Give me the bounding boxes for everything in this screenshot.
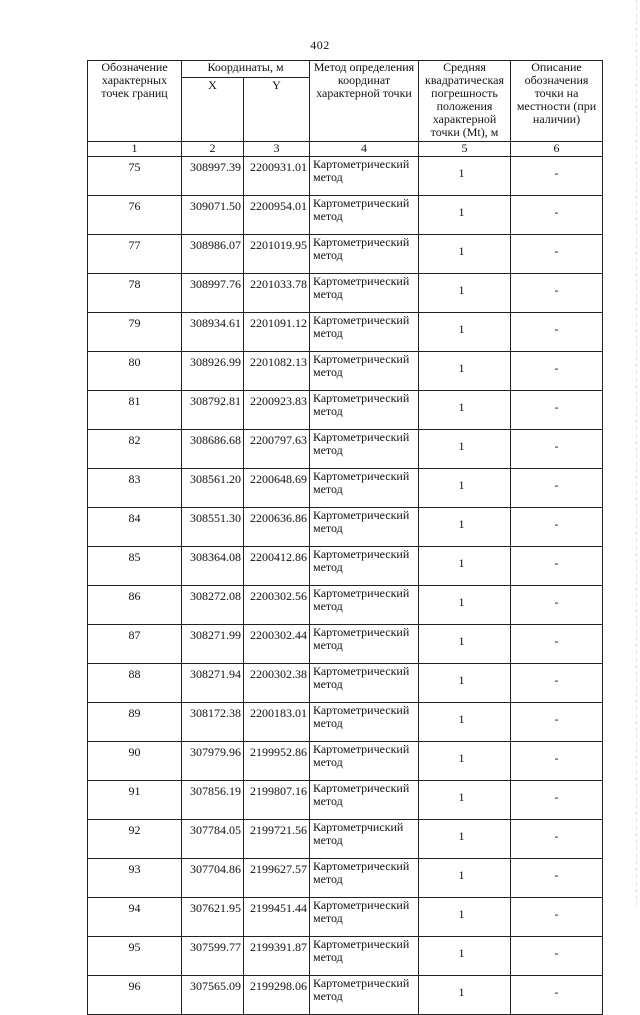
method-cell: Картометрический метод <box>310 898 419 937</box>
column-number: 4 <box>310 142 419 157</box>
header-coordinates: Координаты, м <box>182 61 310 78</box>
description-cell: - <box>511 157 603 196</box>
description-cell: - <box>511 820 603 859</box>
coordinate-x: 307599.77 <box>182 937 244 976</box>
point-id: 87 <box>88 625 182 664</box>
method-cell: Картометрчиский метод <box>310 820 419 859</box>
method-cell: Картометрический метод <box>310 859 419 898</box>
method-cell: Картометрический метод <box>310 625 419 664</box>
point-id: 77 <box>88 235 182 274</box>
accuracy-cell: 1 <box>419 742 511 781</box>
method-cell: Картометрический метод <box>310 274 419 313</box>
description-cell: - <box>511 625 603 664</box>
accuracy-cell: 1 <box>419 313 511 352</box>
coordinate-x: 308986.07 <box>182 235 244 274</box>
description-cell: - <box>511 742 603 781</box>
point-id: 78 <box>88 274 182 313</box>
accuracy-cell: 1 <box>419 820 511 859</box>
coordinate-x: 307621.95 <box>182 898 244 937</box>
point-id: 79 <box>88 313 182 352</box>
point-id: 95 <box>88 937 182 976</box>
accuracy-cell: 1 <box>419 703 511 742</box>
coordinate-y: 2199721.56 <box>244 820 310 859</box>
header-description: Описание обозначения точки на местности (при наличии) <box>511 61 603 142</box>
table-row <box>88 547 603 586</box>
table-row <box>88 430 603 469</box>
description-cell: - <box>511 898 603 937</box>
coordinate-y: 2200302.38 <box>244 664 310 703</box>
description-cell: - <box>511 976 603 1015</box>
table-row <box>88 898 603 937</box>
scan-edge <box>636 0 637 905</box>
point-id: 93 <box>88 859 182 898</box>
coordinate-y: 2199627.57 <box>244 859 310 898</box>
coordinates-table <box>87 60 603 1015</box>
accuracy-cell: 1 <box>419 898 511 937</box>
method-cell: Картометрический метод <box>310 430 419 469</box>
table-row <box>88 703 603 742</box>
table-row <box>88 313 603 352</box>
method-cell: Картометрический метод <box>310 547 419 586</box>
method-cell: Картометрический метод <box>310 196 419 235</box>
coordinate-x: 308792.81 <box>182 391 244 430</box>
point-id: 88 <box>88 664 182 703</box>
coordinate-y: 2199391.87 <box>244 937 310 976</box>
header-accuracy: Средняя квадратическая погрешность положения характерной точки (Mt), м <box>419 61 511 142</box>
header-method: Метод определения координат характерной точки <box>310 61 419 142</box>
coordinate-x: 308172.38 <box>182 703 244 742</box>
table-row <box>88 742 603 781</box>
coordinate-x: 308934.61 <box>182 313 244 352</box>
table-row <box>88 820 603 859</box>
accuracy-cell: 1 <box>419 391 511 430</box>
coordinate-x: 308997.76 <box>182 274 244 313</box>
accuracy-cell: 1 <box>419 547 511 586</box>
column-number: 3 <box>244 142 310 157</box>
accuracy-cell: 1 <box>419 625 511 664</box>
method-cell: Картометрический метод <box>310 235 419 274</box>
table-row <box>88 391 603 430</box>
coordinate-y: 2200302.44 <box>244 625 310 664</box>
coordinate-x: 308271.99 <box>182 625 244 664</box>
coordinate-y: 2200412.86 <box>244 547 310 586</box>
accuracy-cell: 1 <box>419 859 511 898</box>
coordinate-y: 2200183.01 <box>244 703 310 742</box>
coordinate-y: 2200923.83 <box>244 391 310 430</box>
column-number: 2 <box>182 142 244 157</box>
coordinate-x: 308561.20 <box>182 469 244 508</box>
point-id: 80 <box>88 352 182 391</box>
table-row <box>88 274 603 313</box>
method-cell: Картометрический метод <box>310 313 419 352</box>
method-cell: Картометрический метод <box>310 508 419 547</box>
coordinate-x: 308997.39 <box>182 157 244 196</box>
coordinate-x: 308551.30 <box>182 508 244 547</box>
accuracy-cell: 1 <box>419 976 511 1015</box>
coordinate-y: 2199952.86 <box>244 742 310 781</box>
header-x: X <box>182 78 244 142</box>
point-id: 89 <box>88 703 182 742</box>
point-id: 94 <box>88 898 182 937</box>
header-y: Y <box>244 78 310 142</box>
accuracy-cell: 1 <box>419 352 511 391</box>
point-id: 91 <box>88 781 182 820</box>
table-row <box>88 235 603 274</box>
accuracy-cell: 1 <box>419 469 511 508</box>
method-cell: Картометрический метод <box>310 976 419 1015</box>
point-id: 90 <box>88 742 182 781</box>
description-cell: - <box>511 196 603 235</box>
description-cell: - <box>511 859 603 898</box>
coordinate-y: 2200648.69 <box>244 469 310 508</box>
description-cell: - <box>511 274 603 313</box>
accuracy-cell: 1 <box>419 430 511 469</box>
table-row <box>88 157 603 196</box>
point-id: 96 <box>88 976 182 1015</box>
accuracy-cell: 1 <box>419 196 511 235</box>
description-cell: - <box>511 508 603 547</box>
point-id: 81 <box>88 391 182 430</box>
coordinate-y: 2200954.01 <box>244 196 310 235</box>
coordinate-y: 2199807.16 <box>244 781 310 820</box>
accuracy-cell: 1 <box>419 274 511 313</box>
coordinate-y: 2200636.86 <box>244 508 310 547</box>
method-cell: Картометрический метод <box>310 937 419 976</box>
coordinate-y: 2200931.01 <box>244 157 310 196</box>
table-row <box>88 664 603 703</box>
description-cell: - <box>511 547 603 586</box>
accuracy-cell: 1 <box>419 781 511 820</box>
description-cell: - <box>511 664 603 703</box>
table-body <box>88 157 603 1015</box>
column-number: 6 <box>511 142 603 157</box>
coordinate-x: 307784.05 <box>182 820 244 859</box>
coordinate-y: 2201033.78 <box>244 274 310 313</box>
coordinate-y: 2199298.06 <box>244 976 310 1015</box>
coordinate-x: 307856.19 <box>182 781 244 820</box>
point-id: 76 <box>88 196 182 235</box>
coordinate-y: 2201019.95 <box>244 235 310 274</box>
accuracy-cell: 1 <box>419 937 511 976</box>
point-id: 86 <box>88 586 182 625</box>
column-number: 5 <box>419 142 511 157</box>
table-row <box>88 625 603 664</box>
coordinate-x: 307565.09 <box>182 976 244 1015</box>
coordinate-y: 2200797.63 <box>244 430 310 469</box>
description-cell: - <box>511 313 603 352</box>
description-cell: - <box>511 391 603 430</box>
method-cell: Картометрический метод <box>310 586 419 625</box>
method-cell: Картометрический метод <box>310 352 419 391</box>
point-id: 85 <box>88 547 182 586</box>
table-row <box>88 859 603 898</box>
description-cell: - <box>511 781 603 820</box>
table-row <box>88 937 603 976</box>
description-cell: - <box>511 703 603 742</box>
method-cell: Картометрический метод <box>310 664 419 703</box>
coordinate-x: 308271.94 <box>182 664 244 703</box>
table-row <box>88 469 603 508</box>
method-cell: Картометрический метод <box>310 742 419 781</box>
accuracy-cell: 1 <box>419 586 511 625</box>
table-row <box>88 352 603 391</box>
page-number: 402 <box>310 38 330 52</box>
accuracy-cell: 1 <box>419 664 511 703</box>
coordinate-x: 307979.96 <box>182 742 244 781</box>
coordinate-y: 2201082.13 <box>244 352 310 391</box>
coordinate-x: 308686.68 <box>182 430 244 469</box>
table-row <box>88 586 603 625</box>
description-cell: - <box>511 586 603 625</box>
method-cell: Картометрический метод <box>310 391 419 430</box>
method-cell: Картометрический метод <box>310 781 419 820</box>
method-cell: Картометрический метод <box>310 469 419 508</box>
method-cell: Картометрический метод <box>310 703 419 742</box>
description-cell: - <box>511 430 603 469</box>
point-id: 92 <box>88 820 182 859</box>
point-id: 75 <box>88 157 182 196</box>
column-number-row <box>88 142 603 157</box>
coordinate-x: 308272.08 <box>182 586 244 625</box>
description-cell: - <box>511 937 603 976</box>
description-cell: - <box>511 469 603 508</box>
coordinate-x: 308926.99 <box>182 352 244 391</box>
table-row <box>88 976 603 1015</box>
header-point-designation: Обозначение характерных точек границ <box>88 61 182 142</box>
coordinate-y: 2201091.12 <box>244 313 310 352</box>
table-row <box>88 196 603 235</box>
accuracy-cell: 1 <box>419 235 511 274</box>
column-number: 1 <box>88 142 182 157</box>
point-id: 82 <box>88 430 182 469</box>
coordinate-y: 2199451.44 <box>244 898 310 937</box>
table-row <box>88 508 603 547</box>
accuracy-cell: 1 <box>419 508 511 547</box>
method-cell: Картометрический метод <box>310 157 419 196</box>
table-row <box>88 781 603 820</box>
coordinate-y: 2200302.56 <box>244 586 310 625</box>
coordinate-x: 308364.08 <box>182 547 244 586</box>
description-cell: - <box>511 352 603 391</box>
coordinate-x: 309071.50 <box>182 196 244 235</box>
coordinate-x: 307704.86 <box>182 859 244 898</box>
accuracy-cell: 1 <box>419 157 511 196</box>
point-id: 83 <box>88 469 182 508</box>
point-id: 84 <box>88 508 182 547</box>
description-cell: - <box>511 235 603 274</box>
